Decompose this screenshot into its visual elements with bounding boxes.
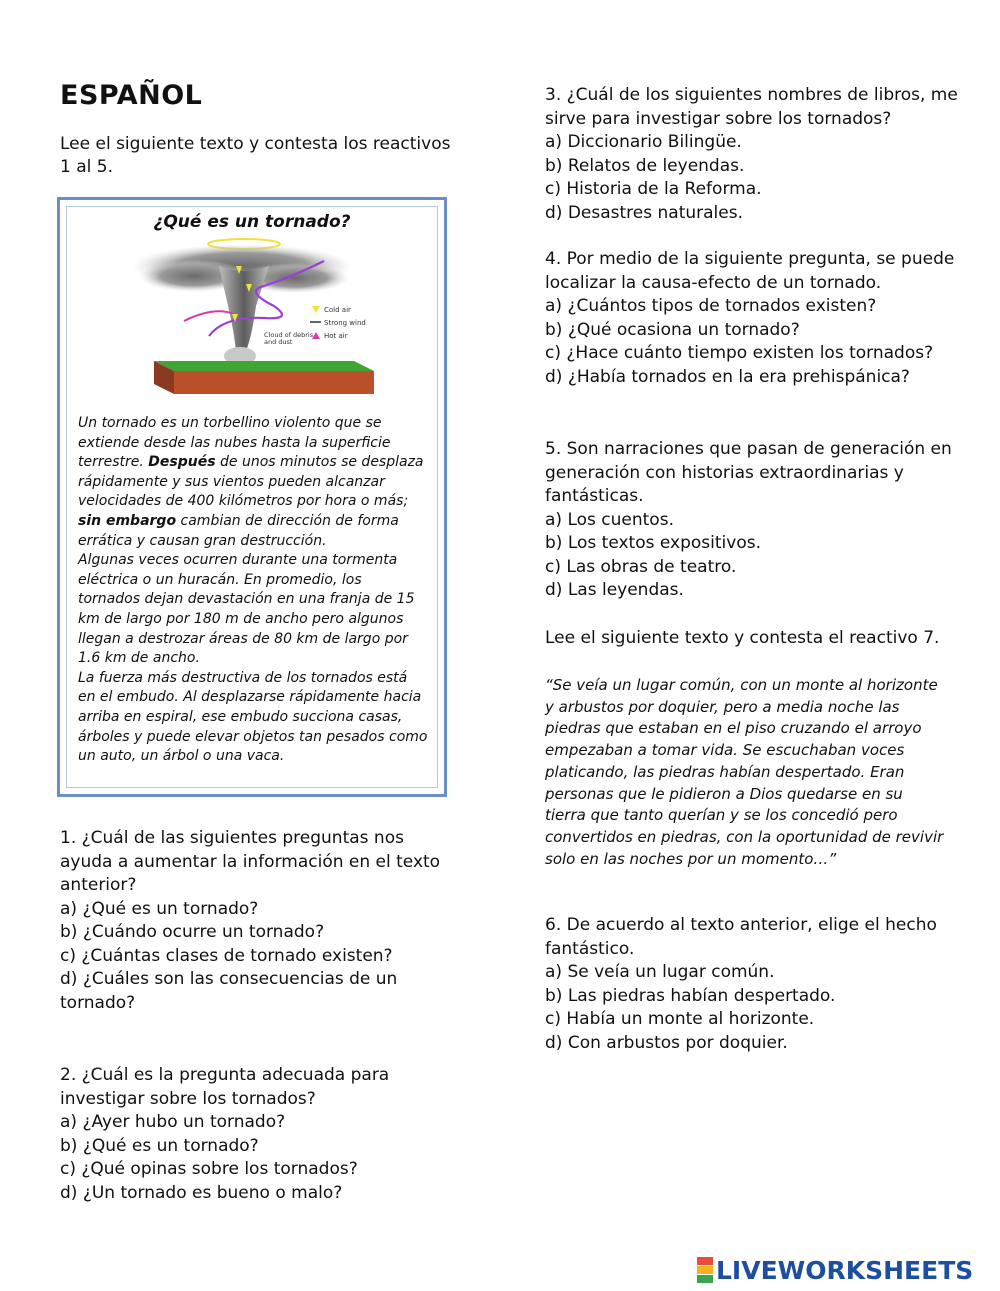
question-2 [60, 1064, 460, 1205]
question-4 [545, 248, 965, 389]
question-6-option-b[interactable]: b) Las piedras habían despertado. [545, 985, 836, 1006]
question-4-text: 4. Por medio de la siguiente pregunta, se puede localizar la causa-efecto de un tornado. [545, 249, 955, 293]
reading-p1-part-a: Un tornado es un torbellino violento que se extiende desde las nubes hasta la superficie terrestre. [78, 415, 391, 471]
logo-mark-bar-1 [697, 1257, 713, 1265]
question-5-option-b[interactable]: b) Los textos expositivos. [545, 533, 761, 553]
question-5-option-c[interactable]: c) Las obras de teatro. [545, 556, 737, 577]
legend-hot-air: Hot air [324, 332, 348, 340]
reading-text [78, 414, 428, 767]
logo-mark-bar-3 [697, 1275, 713, 1283]
instruction-2: Lee el siguiente texto y contesta el reactivo 7. [545, 628, 940, 648]
reading-p1-bold-sin-embargo: sin embargo [78, 512, 177, 529]
logo-text: LIVEWORKSHEETS [716, 1255, 974, 1285]
question-5-text: 5. Son narraciones que pasan de generación en generación con historias extraordinarias y fantásticas. [545, 439, 952, 506]
question-3-option-d[interactable]: d) Desastres naturales. [545, 202, 743, 223]
liveworksheets-logo [697, 1255, 973, 1285]
reading-paragraph-2: Algunas veces ocurren durante una tormenta eléctrica o un huracán. En promedio, los tornados dejan devastación en una franja de 15 km de largo por 180 m de ancho pero algunos llegan a destrozar áreas de 80 km de largo por 1.6 km de ancho. [78, 552, 415, 667]
question-1-option-a[interactable]: a) ¿Qué es un tornado? [60, 898, 259, 919]
question-4-option-d[interactable]: d) ¿Había tornados en la era prehispánica? [545, 366, 910, 387]
question-1 [60, 827, 460, 1015]
question-3-text: 3. ¿Cuál de los siguientes nombres de libros, me sirve para investigar sobre los tornados? [545, 85, 958, 129]
legend-debris-wrap [264, 332, 314, 354]
question-2-option-d[interactable]: d) ¿Un tornado es bueno o malo? [60, 1182, 343, 1203]
question-1-option-b[interactable]: b) ¿Cuándo ocurre un tornado? [60, 922, 325, 942]
question-2-option-b[interactable]: b) ¿Qué es un tornado? [60, 1135, 259, 1156]
legend-strong-wind: Strong wind [324, 319, 366, 327]
left-column [60, 80, 460, 179]
question-2-text: 2. ¿Cuál es la pregunta adecuada para investigar sobre los tornados? [60, 1065, 390, 1109]
question-4-option-a[interactable]: a) ¿Cuántos tipos de tornados existen? [545, 296, 877, 316]
question-6-option-d[interactable]: d) Con arbustos por doquier. [545, 1032, 788, 1053]
instruction-1: Lee el siguiente texto y contesta los reactivos 1 al 5. [60, 134, 451, 177]
question-6-option-a[interactable]: a) Se veía un lugar común. [545, 962, 775, 982]
logo-mark-icon [697, 1257, 713, 1284]
question-2-option-a[interactable]: a) ¿Ayer hubo un tornado? [60, 1112, 286, 1132]
question-4-option-c[interactable]: c) ¿Hace cuánto tiempo existen los tornados? [545, 343, 934, 363]
question-1-option-d[interactable]: d) ¿Cuáles son las consecuencias de un tornado? [60, 969, 398, 1013]
legend-cold-air: Cold air [324, 306, 351, 314]
reading-p1-part-c: cambian de dirección de forma errática y causan gran destrucción. [78, 512, 399, 549]
question-5 [545, 438, 965, 603]
hot-air-arrow [184, 311, 234, 321]
legend-cold-air-icon [312, 306, 320, 313]
reading-p1-part-b: de unos minutos se desplaza rápidamente y sus vientos pueden alcanzar velocidades de 400 kilómetros por hora o más; [78, 454, 424, 510]
question-5-option-d[interactable]: d) Las leyendas. [545, 580, 684, 600]
question-2-option-c[interactable]: c) ¿Qué opinas sobre los tornados? [60, 1159, 358, 1179]
question-1-option-c[interactable]: c) ¿Cuántas clases de tornado existen? [60, 945, 393, 966]
page-title: ESPAÑOL [60, 80, 203, 111]
question-3-option-c[interactable]: c) Historia de la Reforma. [545, 179, 762, 199]
question-6 [545, 914, 965, 1055]
reading-box [57, 197, 447, 797]
reading-paragraph-1 [78, 414, 428, 551]
legend-quote: “Se veía un lugar común, con un monte al horizonte y arbustos por doquier, pero a media noche las piedras que estaban en el piso cruzando el arroyo empezaban a tomar vida. Se escuchaban voces platicando, las piedras habían despertado. Eran personas que le pidieron a Dios quedarse en su tierra que tanto querían y se los concedió pero convertidos en piedras, con la oportunidad de revivir solo en las noches por un momento…” [545, 676, 944, 868]
reading-paragraph-3: La fuerza más destructiva de los tornados está en el embudo. Al desplazarse rápidamente hacia arriba en espiral, ese embudo succiona casas, árboles y puede elevar objetos tan pesados como un auto, un árbol o una vaca. [78, 669, 428, 765]
reading-title: ¿Qué es un tornado? [153, 212, 351, 232]
tornado-funnel [219, 266, 269, 351]
tornado-illustration [124, 236, 414, 396]
question-5-option-a[interactable]: a) Los cuentos. [545, 509, 674, 530]
legend-debris: Cloud of debris and dust [264, 332, 314, 346]
logo-mark-bar-2 [697, 1266, 713, 1274]
question-3-option-b[interactable]: b) Relatos de leyendas. [545, 155, 745, 176]
question-1-text: 1. ¿Cuál de las siguientes preguntas nos ayuda a aumentar la información en el texto anterior? [60, 828, 441, 895]
question-6-text: 6. De acuerdo al texto anterior, elige el hecho fantástico. [545, 915, 937, 959]
question-4-option-b[interactable]: b) ¿Qué ocasiona un tornado? [545, 319, 800, 340]
reading-p1-bold-despues: Después [148, 454, 216, 471]
question-6-option-c[interactable]: c) Había un monte al horizonte. [545, 1009, 815, 1029]
question-3-option-a[interactable]: a) Diccionario Bilingüe. [545, 132, 742, 152]
question-3 [545, 84, 965, 225]
ground-top [154, 361, 374, 371]
ground-side-front [174, 371, 374, 394]
